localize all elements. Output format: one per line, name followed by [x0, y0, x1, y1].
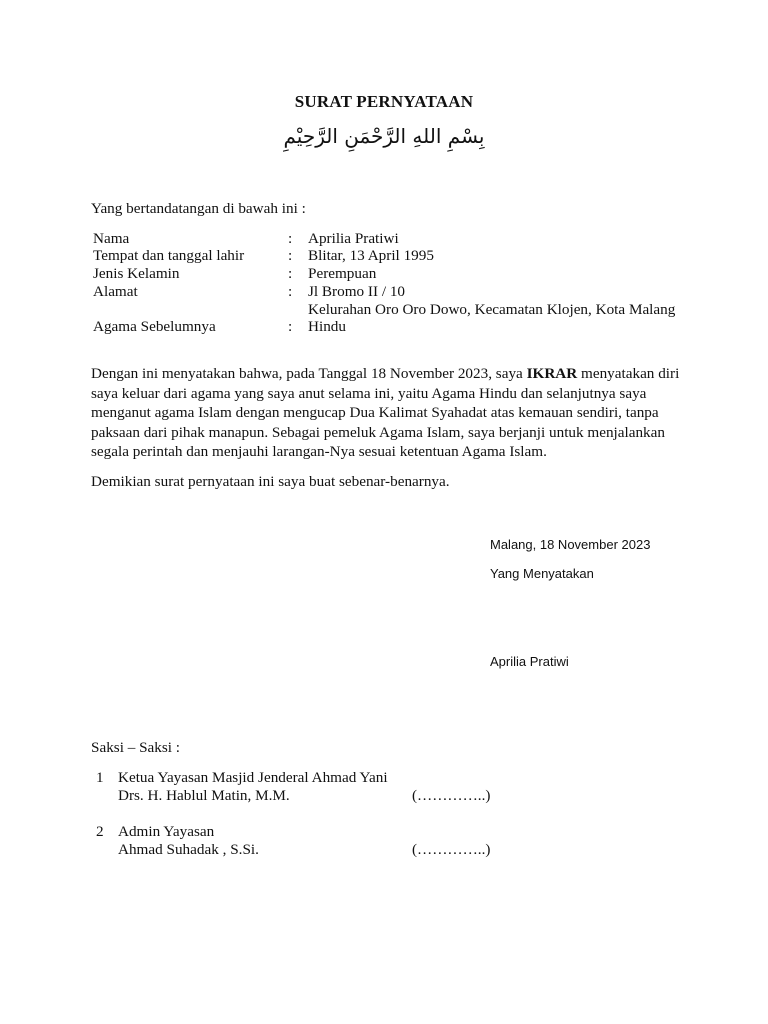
field-value-ttl: Blitar, 13 April 1995 [308, 247, 434, 264]
intro-text: Yang bertandatangan di bawah ini : [91, 200, 306, 217]
field-value-nama: Aprilia Pratiwi [308, 230, 399, 247]
statement-ikrar: IKRAR [526, 365, 578, 382]
basmalah-text: بِسْمِ اللهِ الرَّحْمَنِ الرَّحِيْمِ [283, 124, 485, 148]
field-colon: : [288, 283, 293, 300]
signature-role: Yang Menyatakan [490, 566, 594, 581]
field-colon: : [288, 265, 293, 282]
field-value-alamat-line2: Kelurahan Oro Oro Dowo, Kecamatan Klojen, Kota Malang [308, 301, 676, 318]
witness-signature-placeholder: (…………..) [412, 841, 491, 858]
statement-text-after: menyatakan diri saya keluar dari agama yang saya anut selama ini, yaitu Agama Hindu dan selanjutnya saya menganut agama Islam dengan mengucap Dua Kalimat Syahadat atas kemauan sendiri, tanpa paksaan dari pihak manapun. Sebagai pemeluk Agama Islam, saya berjanji untuk menjalankan segala perintah dan menjauhi larangan-Nya sesuai ketentuan Agama Islam. [91, 365, 680, 460]
witness-role: Ketua Yayasan Masjid Jenderal Ahmad Yani [118, 769, 388, 786]
witness-role: Admin Yayasan [118, 823, 215, 840]
witness-number: 1 [96, 769, 104, 786]
witness-name: Ahmad Suhadak , S.Si. [118, 841, 259, 858]
field-label-ttl: Tempat dan tanggal lahir [93, 247, 245, 264]
field-colon: : [288, 318, 293, 335]
field-colon: : [288, 230, 293, 247]
document-title: SURAT PERNYATAAN [294, 92, 474, 111]
witness-heading: Saksi – Saksi : [91, 739, 181, 756]
witness-number: 2 [96, 823, 104, 840]
field-label-alamat: Alamat [93, 283, 138, 300]
signature-name: Aprilia Pratiwi [490, 654, 569, 669]
field-colon: : [288, 247, 293, 264]
signature-place-date: Malang, 18 November 2023 [490, 537, 651, 552]
closing-text: Demikian surat pernyataan ini saya buat sebenar-benarnya. [91, 473, 450, 490]
field-value-jenis-kelamin: Perempuan [308, 265, 377, 282]
field-value-alamat: Jl Bromo II / 10 [308, 283, 406, 300]
field-value-agama: Hindu [308, 318, 346, 335]
witness-signature-placeholder: (…………..) [412, 787, 491, 804]
field-label-agama: Agama Sebelumnya [93, 318, 216, 335]
field-label-jenis-kelamin: Jenis Kelamin [93, 265, 180, 282]
witness-name: Drs. H. Hablul Matin, M.M. [118, 787, 290, 804]
field-label-nama: Nama [93, 230, 130, 247]
statement-text-before: Dengan ini menyatakan bahwa, pada Tanggal 18 November 2023, saya [91, 365, 527, 382]
statement-paragraph [91, 364, 691, 462]
